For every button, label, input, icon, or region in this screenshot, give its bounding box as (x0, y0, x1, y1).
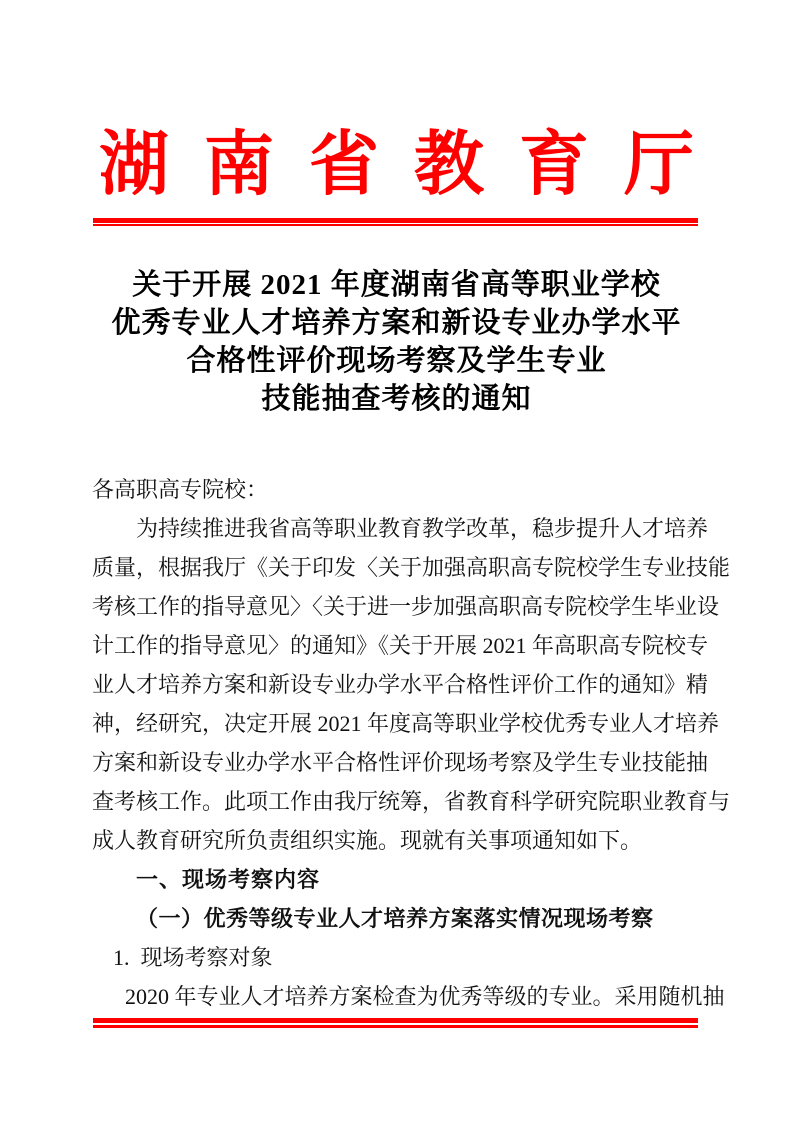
title-line-3: 合格性评价现场考察及学生专业 (186, 345, 607, 377)
salutation: 各高职高专院校： (92, 477, 269, 502)
paragraph-line: 考核工作的指导意见〉〈关于进一步加强高职高专院校学生毕业设 (92, 594, 720, 619)
agency-masthead: 湖南省教育厅 (99, 127, 729, 204)
subsection-heading: （一）优秀等级专业人才培养方案落实情况现场考察 (136, 906, 654, 931)
title-line-4: 技能抽查考核的通知 (261, 383, 532, 415)
paragraph-line: 计工作的指导意见〉的通知》《关于开展 2021 年高职高专院校专 (92, 633, 709, 658)
title-line-1: 关于开展 2021 年度湖南省高等职业学校 (132, 269, 661, 301)
masthead-divider-rule (93, 218, 698, 226)
item-text: 2020 年专业人才培养方案检查为优秀等级的专业。采用随机抽 (125, 984, 725, 1009)
item-heading: 1. 现场考察对象 (113, 945, 273, 970)
document-title (0, 266, 793, 418)
paragraph-line: 神，经研究，决定开展 2021 年度高等职业学校优秀专业人才培养 (92, 711, 720, 736)
title-line-2: 优秀专业人才培养方案和新设专业办学水平 (111, 307, 682, 339)
paragraph-line: 质量，根据我厅《关于印发〈关于加强高职高专院校学生专业技能 (92, 555, 731, 580)
paragraph-line: 为持续推进我省高等职业教育教学改革，稳步提升人才培养 (136, 516, 709, 541)
footer-divider-rule (93, 1018, 698, 1028)
paragraph-line: 查考核工作。此项工作由我厅统筹，省教育科学研究院职业教育与 (92, 789, 731, 814)
paragraph-line: 业人才培养方案和新设专业办学水平合格性评价工作的通知》精 (92, 672, 709, 697)
document-body (92, 470, 731, 1016)
paragraph-line: 方案和新设专业办学水平合格性评价现场考察及学生专业技能抽 (92, 750, 709, 775)
paragraph-line: 成人教育研究所负责组织实施。现就有关事项通知如下。 (92, 828, 643, 853)
section-heading: 一、现场考察内容 (136, 867, 321, 892)
